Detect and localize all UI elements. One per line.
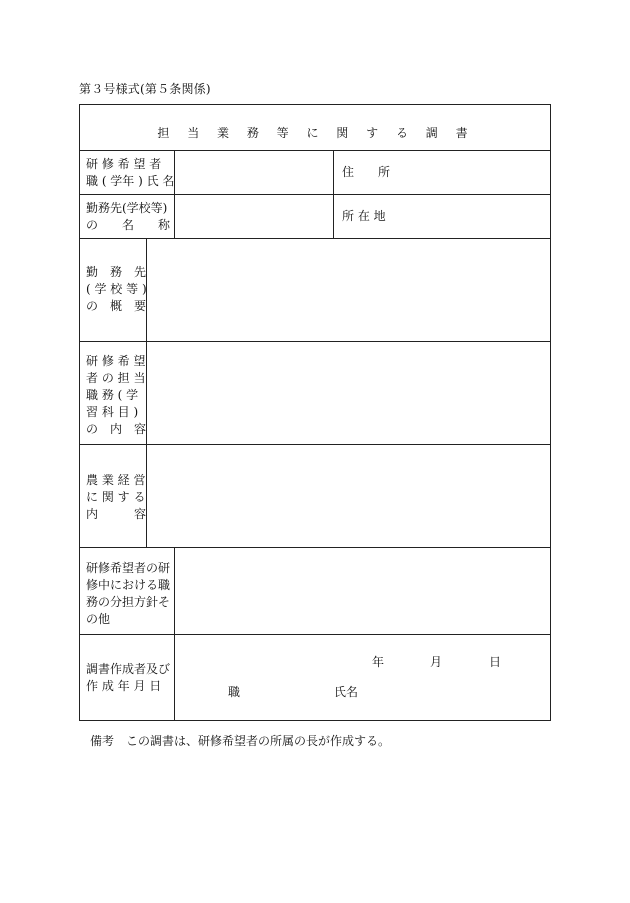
row-divider — [80, 341, 550, 342]
author-label: 調書作成者及び 作 成 年 月 日 — [86, 662, 171, 693]
form-number: 第３号様式(第５条関係) — [79, 82, 211, 96]
row-divider — [80, 444, 550, 445]
form-title: 担 当 業 務 等 に 関 す る 調 書 — [157, 126, 475, 140]
farming-label: 農 業 経 営 に 関 す る 内 容 — [86, 473, 147, 521]
row-divider — [80, 634, 550, 635]
year-label: 年 — [372, 655, 385, 669]
row-divider — [80, 238, 550, 239]
day-label: 日 — [489, 655, 502, 669]
row-divider — [80, 150, 550, 151]
col-divider — [174, 547, 175, 720]
survey-form-table — [79, 104, 551, 721]
name-label: 氏名 — [334, 685, 359, 699]
location-label: 所 在 地 — [342, 209, 386, 223]
row-divider — [80, 194, 550, 195]
row-divider — [80, 547, 550, 548]
applicant-name-label: 研 修 希 望 者 職 ( 学年 ) 氏 名 — [86, 157, 175, 188]
month-label: 月 — [430, 655, 443, 669]
address-label: 住 所 — [342, 165, 391, 179]
training-policy-label: 研修希望者の研 修中における職 務の分担方針そ の他 — [86, 561, 171, 626]
workplace-name-label: 勤務先(学校等) の 名 称 — [86, 201, 171, 232]
position-label: 職 — [228, 685, 241, 699]
col-divider — [333, 150, 334, 238]
workplace-overview-label: 勤 務 先 ( 学 校 等 ) の 概 要 — [86, 265, 147, 313]
duties-label: 研 修 希 望 者 の 担 当 職 務 ( 学 習 科 目 ) の 内 容 — [86, 354, 147, 436]
remarks-note: 備考 この調書は、研修希望者の所属の長が作成する。 — [90, 734, 391, 748]
